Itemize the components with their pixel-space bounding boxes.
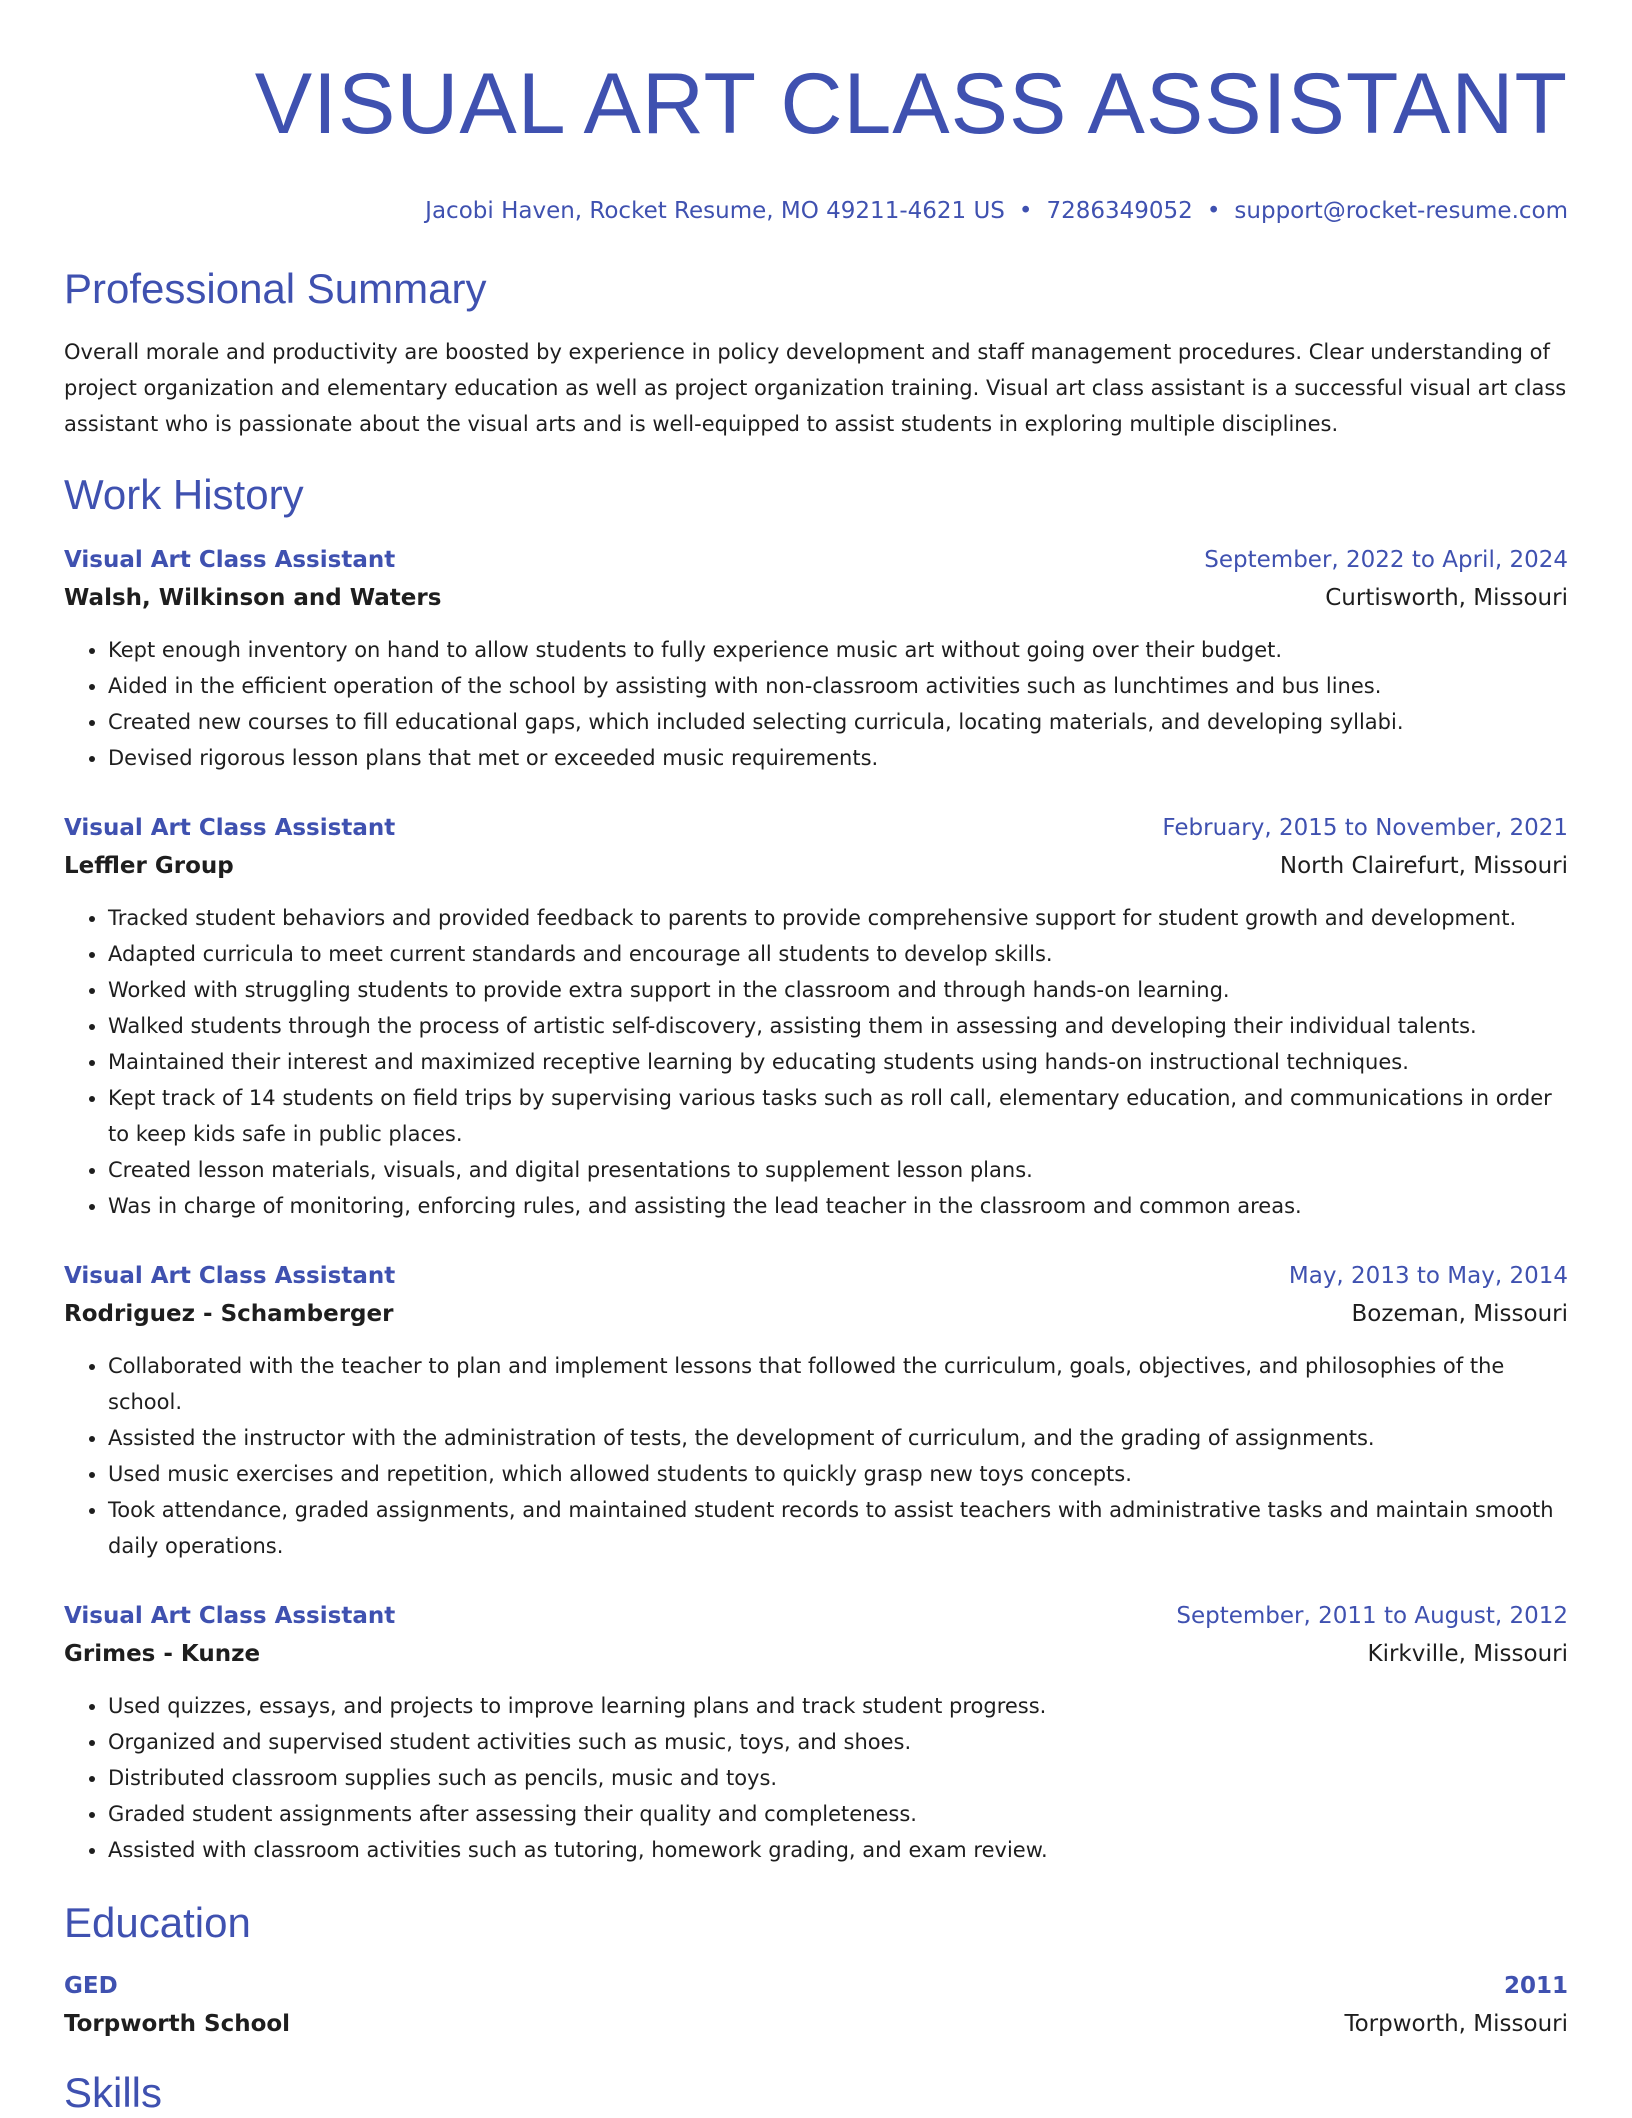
job-location: Bozeman, Missouri bbox=[1351, 1301, 1568, 1327]
education-degree: GED bbox=[64, 1973, 118, 1999]
job-bullet: • Worked with struggling students to provide extra support in the classroom and through hands-on learning. bbox=[108, 972, 1568, 1008]
job-dates: May, 2013 to May, 2014 bbox=[1288, 1263, 1568, 1289]
job-bullet: • Created lesson materials, visuals, and digital presentations to supplement lesson plans. bbox=[108, 1152, 1568, 1188]
job-bullets bbox=[64, 632, 1568, 776]
job-dates: February, 2015 to November, 2021 bbox=[1162, 815, 1568, 841]
resume-header bbox=[64, 0, 1568, 226]
contact-email[interactable]: support@rocket-resume.com bbox=[1234, 198, 1568, 224]
contact-address: Jacobi Haven, Rocket Resume, MO 49211-4621 US bbox=[425, 198, 1005, 224]
job-bullets bbox=[64, 1348, 1568, 1564]
job-bullet: • Maintained their interest and maximized receptive learning by educating students using hands-on instructional techniques. bbox=[108, 1044, 1568, 1080]
contact-phone: 7286349052 bbox=[1046, 198, 1193, 224]
job-bullet: • Assisted the instructor with the administration of tests, the development of curriculum, and the grading of assignments. bbox=[108, 1420, 1568, 1456]
education-entry bbox=[64, 1970, 1568, 2040]
job-bullet: • Created new courses to fill educational gaps, which included selecting curricula, locating materials, and developing syllabi. bbox=[108, 704, 1568, 740]
job-bullet: • Collaborated with the teacher to plan and implement lessons that followed the curriculum, goals, objectives, and philosophies of the school. bbox=[108, 1348, 1568, 1420]
contact-separator: • bbox=[1206, 198, 1221, 224]
job-title: Visual Art Class Assistant bbox=[64, 815, 396, 841]
candidate-name: VISUAL ART CLASS ASSISTANT bbox=[254, 56, 1568, 152]
job-bullet: • Tracked student behaviors and provided feedback to parents to provide comprehensive support for student growth and development. bbox=[108, 900, 1568, 936]
section-title-work-history: Work History bbox=[64, 471, 304, 518]
job-bullets bbox=[64, 900, 1568, 1224]
job-bullet: • Walked students through the process of artistic self-discovery, assisting them in assessing and developing their individual talents. bbox=[108, 1008, 1568, 1044]
job-title: Visual Art Class Assistant bbox=[64, 1603, 396, 1629]
section-title-education: Education bbox=[64, 1899, 251, 1946]
job-bullet: • Graded student assignments after assessing their quality and completeness. bbox=[108, 1796, 1568, 1832]
job-bullet: • Kept track of 14 students on field trips by supervising various tasks such as roll call, elementary education, and communications in order to keep kids safe in public places. bbox=[108, 1080, 1568, 1152]
education-year: 2011 bbox=[1503, 1973, 1568, 1999]
education-location: Torpworth, Missouri bbox=[1344, 2011, 1568, 2037]
job-dates: September, 2022 to April, 2024 bbox=[1204, 547, 1568, 573]
job-bullets bbox=[64, 1688, 1568, 1868]
job-title: Visual Art Class Assistant bbox=[64, 1263, 396, 1289]
job-entry bbox=[64, 1600, 1568, 1868]
job-bullet: • Aided in the efficient operation of the school by assisting with non-classroom activities such as lunchtimes and bus lines. bbox=[108, 668, 1568, 704]
job-bullet: • Adapted curricula to meet current standards and encourage all students to develop skills. bbox=[108, 936, 1568, 972]
job-bullet: • Assisted with classroom activities such as tutoring, homework grading, and exam review. bbox=[108, 1832, 1568, 1868]
job-company: Grimes - Kunze bbox=[64, 1641, 261, 1667]
job-bullet: • Devised rigorous lesson plans that met or exceeded music requirements. bbox=[108, 740, 1568, 776]
job-bullet: • Kept enough inventory on hand to allow students to fully experience music art without going over their budget. bbox=[108, 632, 1568, 668]
job-entry bbox=[64, 544, 1568, 776]
job-bullet: • Distributed classroom supplies such as pencils, music and toys. bbox=[108, 1760, 1568, 1796]
job-location: North Clairefurt, Missouri bbox=[1279, 853, 1568, 879]
job-bullet: • Used quizzes, essays, and projects to improve learning plans and track student progress. bbox=[108, 1688, 1568, 1724]
job-location: Kirkville, Missouri bbox=[1367, 1641, 1568, 1667]
job-bullet: • Used music exercises and repetition, which allowed students to quickly grasp new toys concepts. bbox=[108, 1456, 1568, 1492]
job-location: Curtisworth, Missouri bbox=[1325, 585, 1568, 611]
job-bullet: • Organized and supervised student activities such as music, toys, and shoes. bbox=[108, 1724, 1568, 1760]
job-dates: September, 2011 to August, 2012 bbox=[1176, 1603, 1568, 1629]
job-company: Leffler Group bbox=[64, 853, 234, 879]
section-title-skills: Skills bbox=[64, 2069, 163, 2116]
job-entry bbox=[64, 812, 1568, 1224]
job-bullet: • Was in charge of monitoring, enforcing rules, and assisting the lead teacher in the classroom and common areas. bbox=[108, 1188, 1568, 1224]
job-company: Walsh, Wilkinson and Waters bbox=[64, 585, 442, 611]
job-entry bbox=[64, 1260, 1568, 1564]
contact-separator: • bbox=[1018, 198, 1033, 224]
summary-text: Overall morale and productivity are boosted by experience in policy development and staff management procedures. Clear understanding of project organization and elementary education as well as project organization training. Visual art class assistant is a successful visual art class assistant who is passionate about the visual arts and is well-equipped to assist students in exploring multiple disciplines. bbox=[64, 340, 1567, 436]
job-title: Visual Art Class Assistant bbox=[64, 547, 396, 573]
education-school: Torpworth School bbox=[64, 2011, 291, 2037]
section-title-summary: Professional Summary bbox=[64, 265, 487, 312]
job-bullet: • Took attendance, graded assignments, and maintained student records to assist teachers with administrative tasks and maintain smooth daily operations. bbox=[108, 1492, 1568, 1564]
job-company: Rodriguez - Schamberger bbox=[64, 1301, 394, 1327]
contact-line bbox=[64, 196, 1568, 226]
